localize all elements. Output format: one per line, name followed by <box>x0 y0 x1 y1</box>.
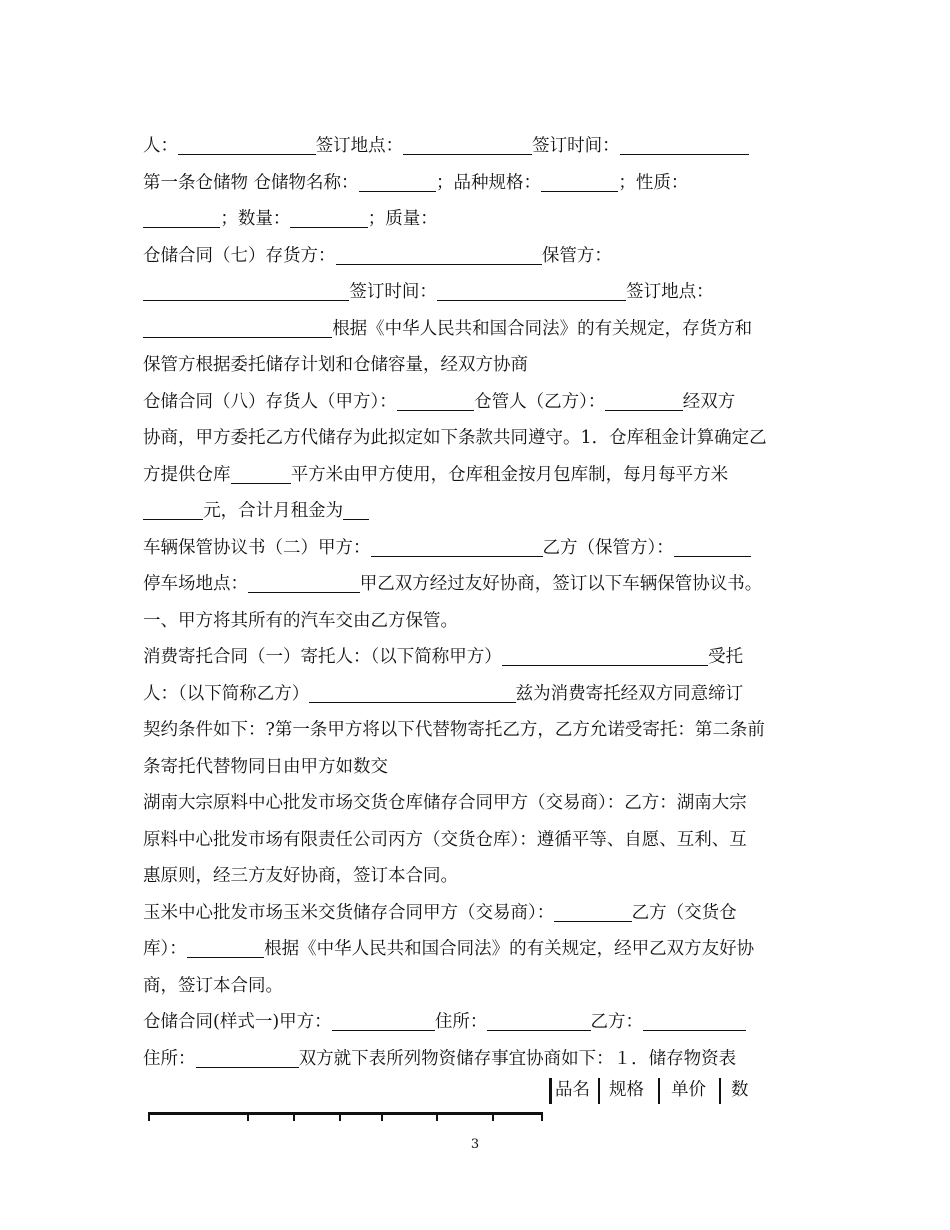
table-rule-tick <box>339 1112 341 1121</box>
fill-in-blank[interactable] <box>343 497 369 520</box>
text-segment: 停车场地点： <box>143 574 248 594</box>
storage-table-fragment <box>143 1076 803 1116</box>
fill-in-blank[interactable] <box>143 497 203 520</box>
text-segment: ；质量： <box>367 209 438 229</box>
table-column-divider <box>549 1078 552 1104</box>
text-segment: 签订地点： <box>626 282 714 302</box>
text-line <box>143 639 803 676</box>
text-line <box>143 1041 803 1078</box>
text-segment: 湖南大宗原料中心批发市场交货仓库储存合同甲方（交易商）：乙方：湖南大宗 <box>143 793 747 813</box>
table-rule-tick <box>541 1112 543 1121</box>
fill-in-blank[interactable] <box>309 680 515 703</box>
text-segment: 签订时间： <box>532 136 620 156</box>
text-segment: ；数量： <box>220 209 291 229</box>
table-rule-tick <box>148 1112 150 1121</box>
text-segment: 根据《中华人民共和国合同法》的有关规定，存货方和 <box>332 318 753 339</box>
table-top-rule <box>148 1112 543 1115</box>
text-segment: 条寄托代替物同日由甲方如数交 <box>143 756 388 777</box>
table-rule-tick <box>436 1112 438 1121</box>
text-segment: ；性质： <box>618 172 689 193</box>
text-segment: 保管方： <box>541 245 612 266</box>
fill-in-blank[interactable] <box>143 315 332 338</box>
text-segment: 人： <box>143 136 178 156</box>
text-line <box>143 165 803 202</box>
text-line <box>143 384 803 421</box>
fill-in-blank[interactable] <box>487 1008 590 1031</box>
table-header-spec: 规格 <box>609 1080 644 1100</box>
text-line <box>143 895 803 932</box>
text-segment: 根据《中华人民共和国合同法》的有关规定，经甲乙双方友好协 <box>264 939 755 959</box>
text-segment: 签订地点： <box>315 136 404 156</box>
fill-in-blank[interactable] <box>397 388 474 411</box>
text-segment: 住所： <box>434 1012 488 1032</box>
text-segment: 仓管人（乙方）： <box>474 391 606 412</box>
text-line <box>143 931 803 968</box>
text-segment: 仓储合同（七）存货方： <box>143 245 336 266</box>
fill-in-blank[interactable] <box>643 1008 746 1031</box>
table-header-quantity: 数 <box>731 1080 749 1100</box>
text-line <box>143 603 803 640</box>
text-segment: 仓储合同(样式一)甲方： <box>143 1012 332 1032</box>
text-segment: 第一条仓储物 仓储物名称： <box>143 172 359 193</box>
fill-in-blank[interactable] <box>554 899 631 922</box>
text-segment: 协商，甲方委托乙方代储存为此拟定如下条款共同遵守。1．仓库租金计算确定乙 <box>143 428 767 448</box>
text-segment: 兹为消费寄托经双方同意缔订 <box>515 683 744 704</box>
fill-in-blank[interactable] <box>290 205 367 228</box>
text-segment: 惠原则，经三方友好协商，签订本合同。 <box>143 866 458 886</box>
text-segment: 车辆保管协议书（二）甲方： <box>143 537 371 558</box>
text-segment: 乙方： <box>590 1012 644 1032</box>
text-segment: 人：（以下简称乙方） <box>143 683 310 704</box>
text-segment: 乙方（保管方）： <box>542 537 674 558</box>
text-segment: 契约条件如下：?第一条甲方将以下代替物寄托乙方，乙方允诺受寄托：第二条前 <box>143 720 765 740</box>
text-segment: 原料中心批发市场有限责任公司丙方（交货仓库）：遵循平等、自愿、互利、互 <box>143 829 747 850</box>
text-line <box>143 457 803 494</box>
fill-in-blank[interactable] <box>541 169 618 192</box>
fill-in-blank[interactable] <box>187 935 264 958</box>
fill-in-blank[interactable] <box>403 132 532 155</box>
fill-in-blank[interactable] <box>248 570 360 593</box>
fill-in-blank[interactable] <box>502 643 708 666</box>
fill-in-blank[interactable] <box>674 534 751 557</box>
table-header-name: 品名 <box>555 1080 590 1100</box>
fill-in-blank[interactable] <box>231 461 291 484</box>
text-segment: 经双方 <box>682 391 736 412</box>
fill-in-blank[interactable] <box>437 278 626 301</box>
text-line <box>143 566 803 603</box>
fill-in-blank[interactable] <box>143 278 349 301</box>
fill-in-blank[interactable] <box>178 132 316 155</box>
text-line <box>143 785 803 822</box>
fill-in-blank[interactable] <box>620 132 749 155</box>
table-column-divider <box>658 1078 660 1104</box>
text-line <box>143 676 803 713</box>
text-line <box>143 749 803 786</box>
text-segment: 方提供仓库 <box>143 464 231 485</box>
text-segment: 仓储合同（八）存货人（甲方）： <box>143 391 397 412</box>
text-segment: 住所： <box>143 1048 196 1069</box>
text-line <box>143 128 803 165</box>
text-line <box>143 712 803 749</box>
text-segment: 受托 <box>708 647 744 667</box>
text-segment: 玉米中心批发市场玉米交货储存合同甲方（交易商）： <box>143 902 555 923</box>
text-segment: 库）： <box>143 939 187 959</box>
text-line <box>143 822 803 859</box>
table-header-price: 单价 <box>671 1080 706 1100</box>
text-line <box>143 420 803 457</box>
table-column-divider <box>719 1078 721 1104</box>
text-segment: 元，合计月租金为 <box>203 501 344 521</box>
text-segment: 平方米由甲方使用，仓库租金按月包库制，每月每平方米 <box>290 464 729 485</box>
text-line <box>143 968 803 1005</box>
text-segment: 商，签订本合同。 <box>143 975 283 996</box>
text-segment: 甲乙双方经过友好协商，签订以下车辆保管协议书。 <box>359 574 763 594</box>
text-line <box>143 274 803 311</box>
table-rule-tick <box>381 1112 383 1121</box>
page-number: 3 <box>470 1137 480 1152</box>
text-line <box>143 493 803 530</box>
text-line <box>143 238 803 275</box>
text-segment: 签订时间： <box>349 282 437 302</box>
text-segment: ；品种规格： <box>435 172 541 193</box>
table-rule-tick <box>492 1112 494 1121</box>
text-segment: 消费寄托合同（一）寄托人：（以下简称甲方） <box>143 647 502 667</box>
fill-in-blank[interactable] <box>605 388 682 411</box>
text-line <box>143 347 803 384</box>
text-line <box>143 201 803 238</box>
text-segment: 一、甲方将其所有的汽车交由乙方保管。 <box>143 610 458 631</box>
text-line <box>143 858 803 895</box>
fill-in-blank[interactable] <box>332 1008 435 1031</box>
document-body <box>143 128 803 1077</box>
text-line <box>143 311 803 348</box>
text-segment: 乙方（交货仓 <box>631 902 737 923</box>
text-line <box>143 530 803 567</box>
table-column-divider <box>598 1078 600 1104</box>
text-segment: 双方就下表所列物资储存事宜协商如下：１．储存物资表 <box>298 1048 737 1069</box>
table-rule-tick <box>247 1112 249 1121</box>
fill-in-blank[interactable] <box>359 169 436 192</box>
table-rule-tick <box>293 1112 295 1121</box>
text-segment: 保管方根据委托储存计划和仓储容量，经双方协商 <box>143 355 528 375</box>
text-line <box>143 1004 803 1041</box>
fill-in-blank[interactable] <box>143 205 220 228</box>
fill-in-blank[interactable] <box>371 534 543 557</box>
fill-in-blank[interactable] <box>336 242 542 265</box>
fill-in-blank[interactable] <box>196 1045 299 1068</box>
